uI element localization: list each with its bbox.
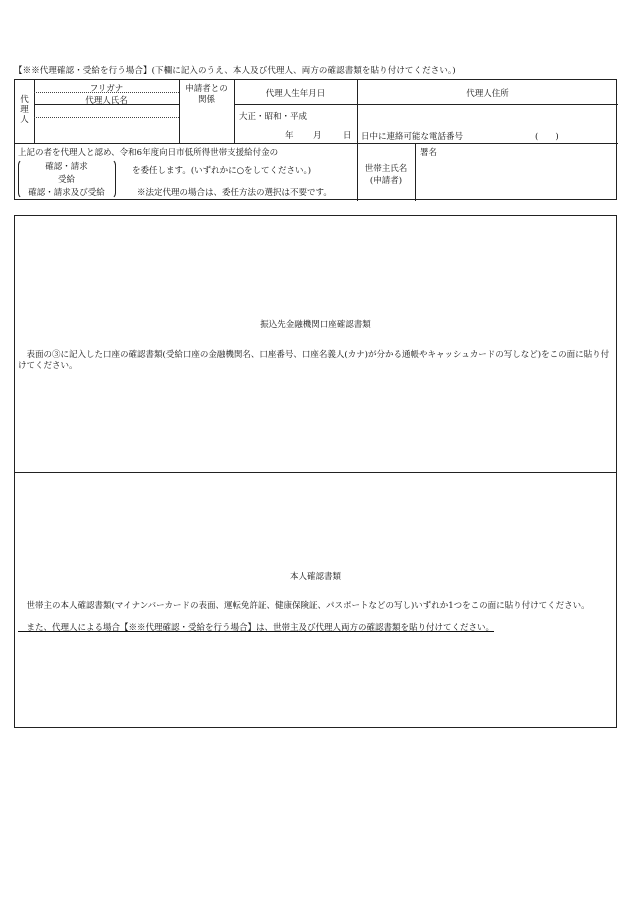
- delegation-suffix: を委任します。(いずれかに○をしてください。): [132, 166, 312, 176]
- address-label: 代理人住所: [466, 89, 509, 99]
- birthdate-label: 代理人生年月日: [265, 89, 326, 99]
- id-section-title: 本人確認書類: [289, 572, 341, 582]
- year-label: 年: [285, 131, 294, 141]
- relation-label: 申請者との: [185, 84, 228, 94]
- relation-input-area[interactable]: [180, 105, 233, 142]
- era-options[interactable]: 大正・昭和・平成: [239, 112, 308, 122]
- id-section-proxy-note: また、代理人による場合【※※代理確認・受給を行う場合】は、世帯主及び代理人両方の確認書類を貼り付けてください。: [18, 623, 495, 633]
- proxy-section-header: 【※※代理確認・受給を行う場合】(下欄に記入のうえ、本人及び代理人、両方の確認書類を貼り付けてください。): [14, 66, 456, 76]
- day-label: 日: [343, 131, 352, 141]
- option-confirm-request[interactable]: 確認・請求: [45, 162, 88, 172]
- signature-input-area[interactable]: [416, 156, 617, 200]
- delegation-text: 上記の者を代理人と認め、令和6年度向日市低所得世帯支援給付金の: [18, 148, 279, 158]
- bank-section-title: 振込先金融機関口座確認書類: [260, 320, 371, 330]
- id-document-box[interactable]: [14, 472, 617, 728]
- applicant-label: (申請者): [369, 176, 403, 186]
- phone-label: 日中に連絡可能な電話番号: [361, 132, 464, 142]
- id-section-instructions: 世帯主の本人確認書類(マイナンバーカードの表面、運転免許証、健康保険証、パスポートなどの写し)いずれか1つをこの面に貼り付けてください。: [18, 601, 590, 611]
- householder-label: 世帯主氏名: [364, 164, 408, 174]
- furigana-label: フリガナ: [89, 84, 124, 94]
- proxy-table: [14, 79, 617, 200]
- proxy-label-char: 人: [20, 115, 29, 125]
- phone-area-code[interactable]: ( ): [535, 132, 559, 142]
- proxy-label-char: 代: [20, 95, 29, 105]
- proxy-label-char: 理: [20, 105, 29, 115]
- option-confirm-request-receive[interactable]: 確認・請求及び受給: [28, 188, 105, 198]
- month-label: 月: [313, 131, 322, 141]
- proxy-name-input-area[interactable]: [35, 118, 178, 142]
- furigana-input-area[interactable]: [35, 105, 178, 116]
- address-input-area[interactable]: [358, 105, 617, 127]
- option-receive[interactable]: 受給: [57, 175, 75, 185]
- relation-label-2: 関係: [197, 95, 215, 105]
- proxy-name-label: 代理人氏名: [85, 96, 128, 106]
- bank-document-box[interactable]: [14, 215, 617, 473]
- bank-section-instructions: 表面の③に記入した口座の確認書類(受給口座の金融機関名、口座番号、口座名義人(カナ)が分かる通帳やキャッシュカードの写しなど)をこの面に貼り付けてください。: [18, 350, 610, 371]
- legal-proxy-note: ※法定代理の場合は、委任方法の選択は不要です。: [137, 188, 332, 198]
- signature-label: 署名: [420, 148, 438, 158]
